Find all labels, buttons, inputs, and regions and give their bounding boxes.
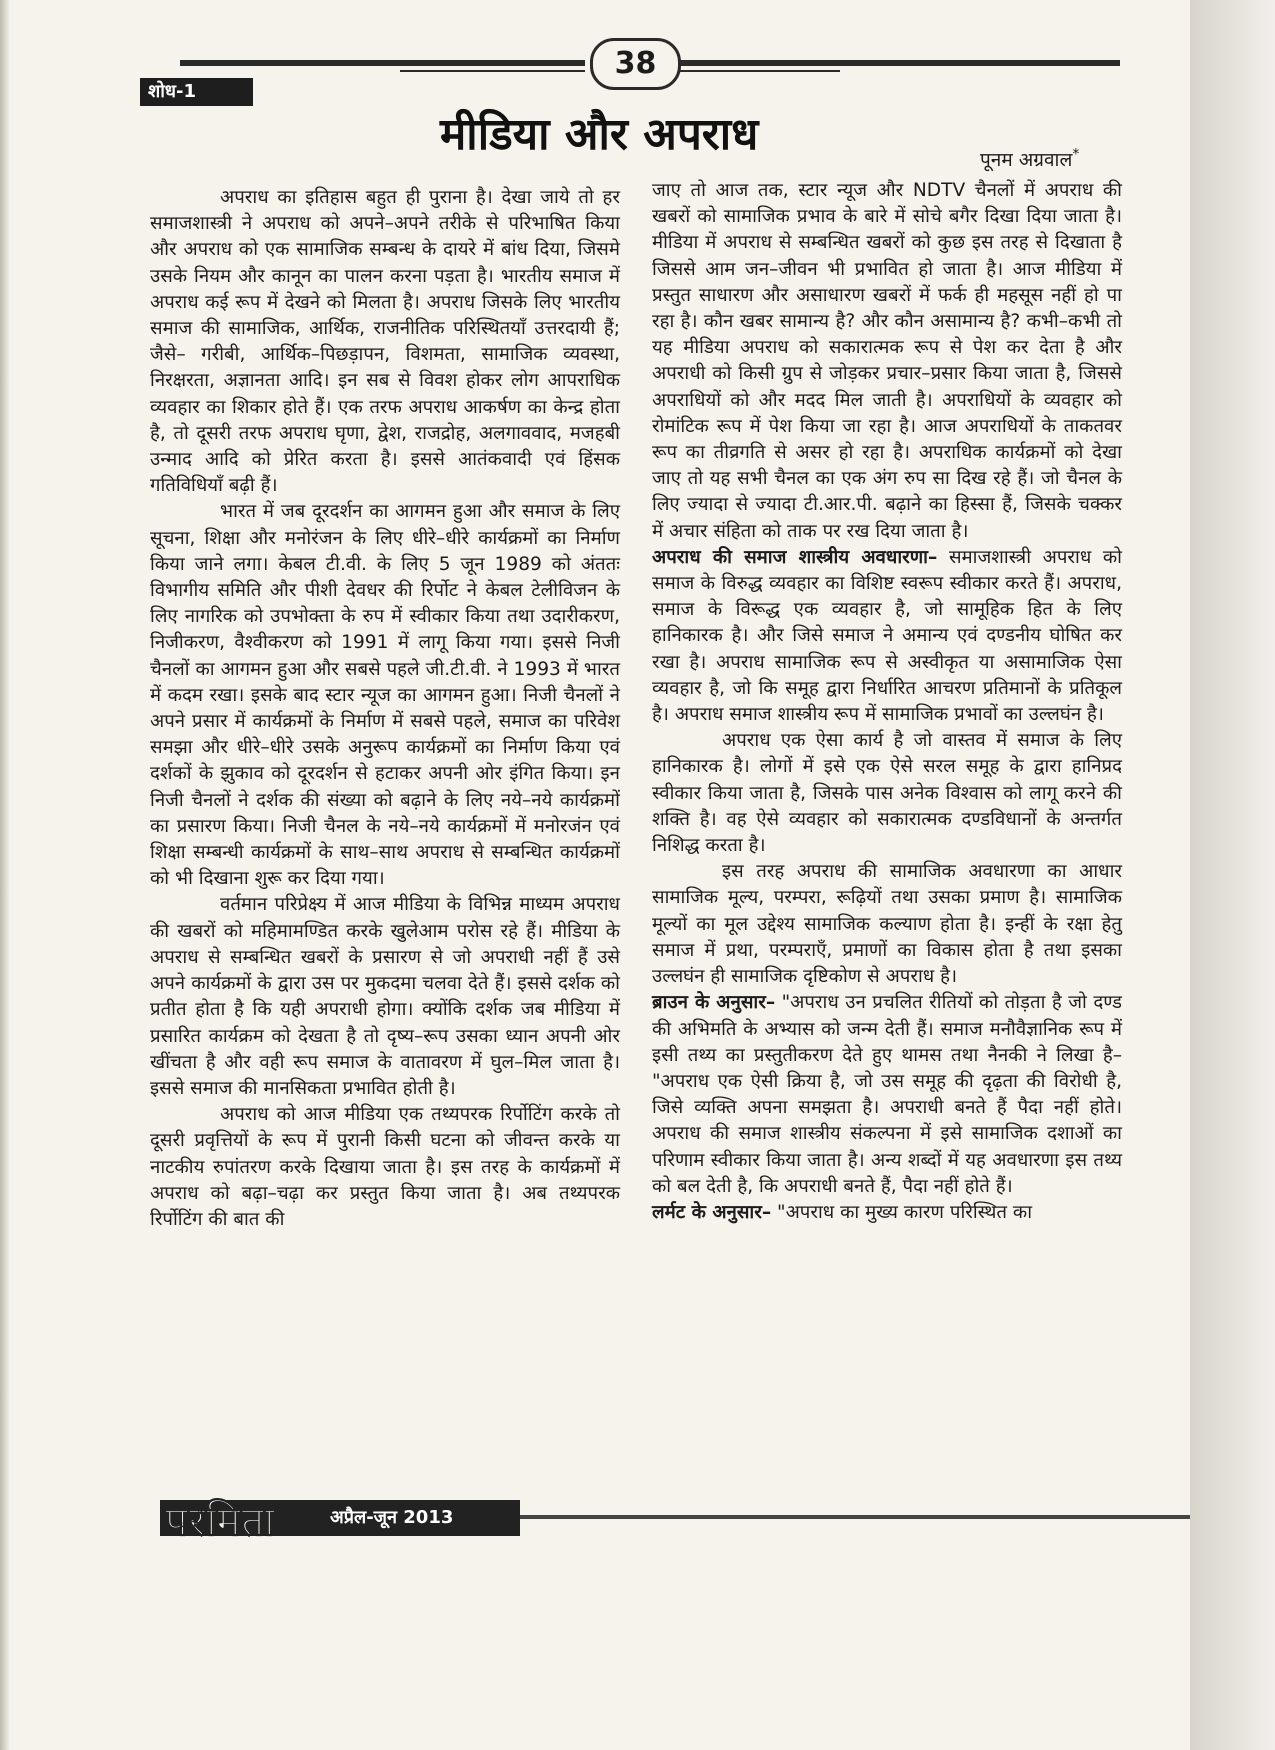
author-byline [980,146,1079,172]
paragraph: इस तरह अपराध की सामाजिक अवधारणा का आधार सामाजिक मूल्य, परम्परा, रूढ़ियों तथा उसका प्रमाण है। सामाजिक मूल्यों का मूल उद्देश्य सामाजिक कल्याण होता है। इन्हीं के रक्षा हेतु समाज में प्रथा, परम्पराएँ, प्रमाणों का विकास होता है तथा इसका उल्लघंन ही सामाजिक दृष्टिकोण से अपराध है। [652,861,1122,988]
issue-date: अप्रैल-जून 2013 [330,1507,454,1528]
paragraph: भारत में जब दूरदर्शन का आगमन हुआ और समाज के लिए सूचना, शिक्षा और मनोरंजन के लिए धीरे–धीरे कार्यक्रमों का निर्माण किया जाने लगा। केबल टी.वी. के लिए 5 जून 1989 को अंततः विभागीय समिति और पीशी देवधर की रिर्पोट ने केबल टेलीविजन के लिए नागरिक को उपभोक्ता के रुप में स्वीकार किया तथा उदारीकरण, निजीकरण, वैश्वीकरण को 1991 में लागू किया गया। इससे निजी चैनलों का आगमन हुआ और सबसे पहले जी.टी.वी. ने 1993 में भारत में कदम रखा। इसके बाद स्टार न्यूज का आगमन हुआ। निजी चैनलों ने अपने प्रसार में कार्यक्रमों के निर्माण में सबसे पहले, समाज का परिवेश समझा और धीरे–धीरे उसके अनुरूप कार्यक्रमों का निर्माण किया एवं दर्शकों के झुकाव को दूरदर्शन से हटाकर अपनी ओर इंगित किया। इन निजी चैनलों ने दर्शक की संख्या को बढ़ाने के लिए नये–नये कार्यक्रमों का प्रसारण किया। निजी चैनल के नये–नये कार्यक्रमों में मनोरजंन एवं शिक्षा सम्बन्धी कार्यक्रमों के साथ–साथ अपराध से सम्बन्धित कार्यक्रमों को भी दिखाना शुरू कर दिया गया। [150,501,620,890]
paragraph-with-heading [652,990,1122,1200]
magazine-logo: परमिता [165,1499,276,1545]
header-rule-left-thin [400,70,585,72]
section-tag: शोध-1 [140,78,253,106]
page-number: 38 [590,38,681,90]
page-spine-shadow [0,0,10,1750]
page-edge-shadow [1190,0,1275,1750]
paragraph: अपराध का इतिहास बहुत ही पुराना है। देखा जाये तो हर समाजशास्त्री ने अपराध को अपने–अपने तरीके से परिभाषित किया और अपराध को एक सामाजिक सम्बन्ध के दायरे में बांध दिया, जिसमे उसके नियम और कानून का पालन करना पड़ता है। भारतीय समाज में अपराध कई रूप में देखने को मिलता है। अपराध जिसके लिए भारतीय समाज की सामाजिक, आर्थिक, राजनीतिक परिस्थितयाँ उत्तरदायी हैं; जैसे– गरीबी, आर्थिक–पिछड़ापन, विशमता, सामाजिक व्यवस्था, निरक्षरता, अज्ञानता आदि। इन सब से विवश होकर लोग आपराधिक व्यवहार का शिकार होते हैं। एक तरफ अपराध आकर्षण का केन्द्र होता है, तो दूसरी तरफ अपराध घृणा, द्वेश, राजद्रोह, अलगाववाद, मजहबी उन्माद आदि को प्रेरित करता है। इससे आतंकवादी एवं हिंसक गतिविधियाँ बढ़ी हैं। [150,187,620,497]
article-title: मीडिया और अपराध [440,109,759,160]
header-rule-right-thin [680,70,840,72]
inline-heading: अपराध की समाज शास्त्रीय अवधारणा– [652,546,938,568]
paragraph-text: समाजशास्त्री अपराध को समाज के विरुद्ध व्यवहार का विशिष्ट स्वरूप स्वीकार करते हैं। अपराध, समाज के विरूद्ध एक व्यवहार है, जो सामूहिक हित के लिए हानिकारक है। और जिसे समाज ने अमान्य एवं दण्डनीय घोषित कर रखा है। अपराध सामाजिक रूप से अस्वीकृत या असामाजिक ऐसा व्यवहार है, जो कि समूह द्वारा निर्धारित आचरण प्रतिमानों के प्रतिकूल है। अपराध समाज शास्त्रीय रूप में सामाजिक प्रभावों का उल्लघंन है। [652,546,1122,726]
paragraph-text: "अपराध उन प्रचलित रीतियों को तोड़ता है जो दण्ड की अभिमति के अभ्यास को जन्म देती हैं। समाज मनौवैज्ञानिक रूप में इसी तथ्य का प्रस्तुतीकरण देते हुए थामस तथा नैनकी ने लिखा है– "अपराध एक ऐसी क्रिया है, जो उस समूह की दृढ़ता की विरोधी है, जिसे व्यक्ति अपना समझता है। अपराधी बनते हैं पैदा नहीं होते। अपराध की समाज शास्त्रीय संकल्पना में इसे सामाजिक दशाओं का परिणाम स्वीकार किया जाता है। अन्य शब्दों में यह अवधारणा इस तथ्य को बल देती है, कि अपराधी बनते हैं, पैदा नहीं होते हैं। [652,992,1122,1197]
footer-rule [520,1515,1190,1519]
header-rule-right [680,60,1120,66]
author-footnote-mark: * [1072,146,1080,163]
left-column [150,185,620,1233]
paragraph: अपराध एक ऐसा कार्य है जो वास्तव में समाज के लिए हानिकारक है। लोगों में इसे एक ऐसे सरल समूह के द्वारा हानिप्रद स्वीकार किया जाता है, जिसके पास अनेक विश्वास को लागू करने की शक्ति है। वह ऐसे व्यवहार को सकारात्मक दण्डविधानों के अन्तर्गत निशिद्ध करता है। [652,730,1122,857]
author-name: पूनम अग्रवाल [980,149,1073,171]
inline-heading: लर्मट के अनुसार– [652,1201,772,1223]
inline-heading: ब्राउन के अनुसार– [652,992,776,1014]
paragraph: वर्तमान परिप्रेक्ष्य में आज मीडिया के विभिन्न माध्यम अपराध की खबरों को महिमामण्डित करके खुलेआम परोस रहे हैं। मीडिया के अपराध से सम्बन्धित खबरों के प्रसारण से जो अपराधी नहीं हैं उसे अपने कार्यक्रमों के द्वारा उस पर मुकदमा चलवा देते हैं। इससे दर्शक को प्रतीत होता है कि यही अपराधी होगा। क्योंकि दर्शक जब मीडिया में प्रसारित कार्यक्रम को देखता है तो दृष्य–रूप उसका ध्यान अपनी ओर खींचता है और वही रूप समाज के वातावरण में घुल–मिल जाता है। इससे समाज की मानसिकता प्रभावित होती है। [150,894,620,1099]
paragraph: जाए तो आज तक, स्टार न्यूज और NDTV चैनलों में अपराध की खबरों को सामाजिक प्रभाव के बारे में सोचे बगैर दिखा दिया जाता है। मीडिया में अपराध से सम्बन्धित खबरों को कुछ इस तरह से दिखाता है जिससे आम जन–जीवन भी प्रभावित हो जाता है। आज मीडिया में प्रस्तुत साधारण और असाधारण खबरों में फर्क ही महसूस नहीं हो पा रहा है। कौन खबर सामान्य है? और कौन असामान्य है? कभी–कभी तो यह मीडिया अपराध को सकारात्मक रूप से पेश कर देता है और अपराधी को किसी ग्रुप से जोड़कर प्रचार–प्रसार किया जाता है, जिससे अपराधियों को और मदद मिल जाती है। अपराधियों के व्यवहार को रोमांटिक रूप में पेश किया जा रहा है। आज अपराधियों के ताकतवर रूप का तीव्रगति से असर हो रहा है। अपराधिक कार्यक्रमों को देखा जाए तो यह सभी चैनल का एक अंग रुप सा दिख रहे हैं। जो चैनल के लिए ज्यादा से ज्यादा टी.आर.पी. बढ़ाने का हिस्सा हैं, जिसके चक्कर में अचार संहिता को ताक पर रख दिया जाता है। [652,180,1122,542]
paragraph-with-heading [652,545,1122,728]
paragraph-text: "अपराध का मुख्य कारण परिस्थित का [771,1201,1033,1223]
paragraph-with-heading [652,1200,1122,1226]
header-rule-left [180,60,585,66]
paragraph: अपराध को आज मीडिया एक तथ्यपरक रिर्पोटिंग करके तो दूसरी प्रवृत्तियों के रूप में पुरानी किसी घटना को जीवन्त करके या नाटकीय रुपांतरण करके दिखाया जाता है। इस तरह के कार्यक्रमों में अपराध को बढ़ा–चढ़ा कर प्रस्तुत किया जाता है। अब तथ्यपरक रिर्पोटिंग की बात की [150,1104,620,1230]
right-column [652,178,1122,1226]
